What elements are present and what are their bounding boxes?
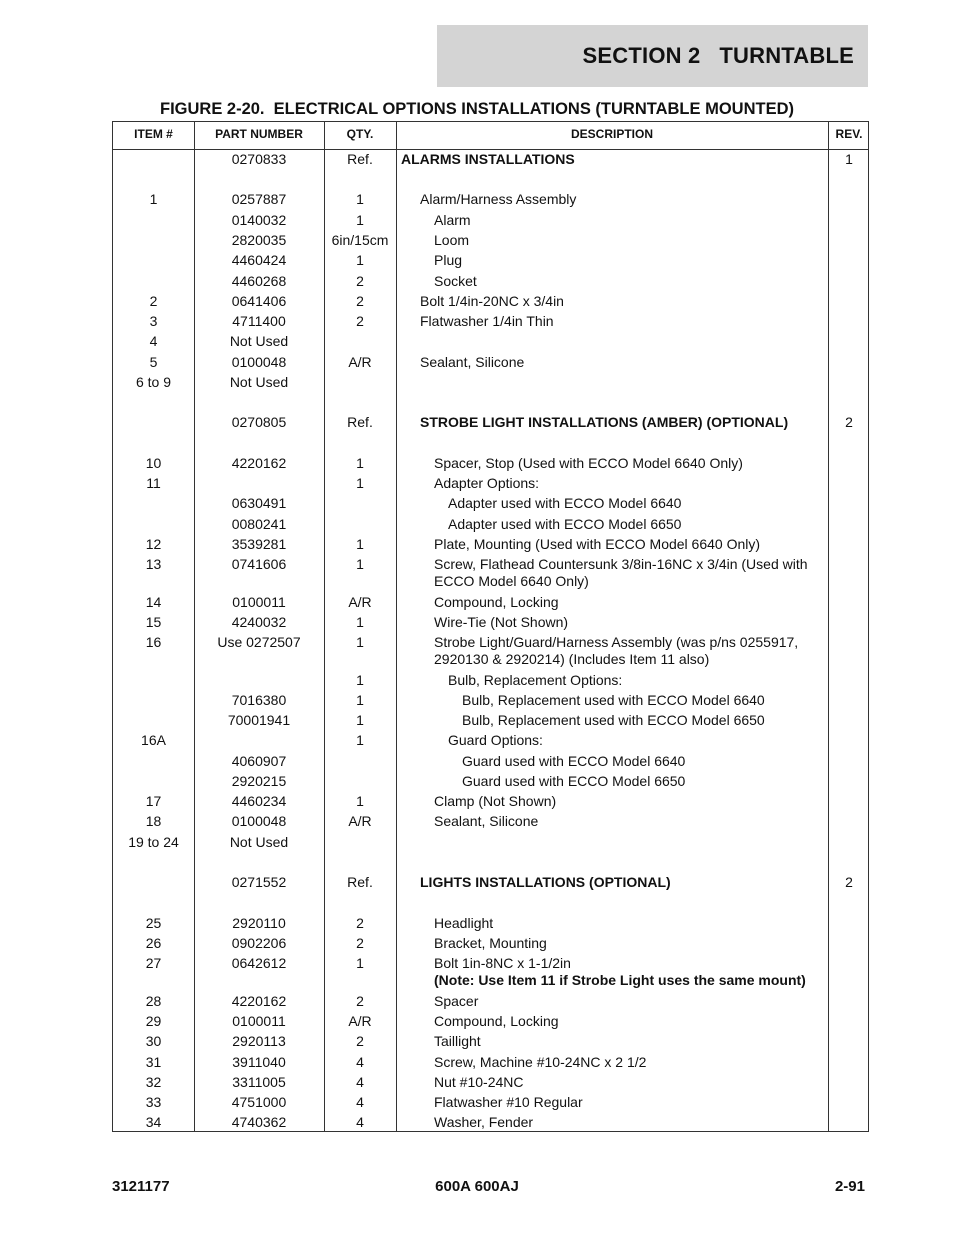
description-cell xyxy=(396,1094,864,1111)
description-cell xyxy=(396,252,864,269)
description-cell xyxy=(396,475,864,492)
description-text: Loom xyxy=(434,232,470,248)
part-number-cell: 2820035 xyxy=(231,232,287,248)
qty-cell: 1 xyxy=(356,692,364,708)
description-text: Plate, Mounting (Used with ECCO Model 6640 Only) xyxy=(434,536,761,552)
header-divider xyxy=(113,149,868,150)
part-number-cell: 4751000 xyxy=(231,1094,287,1110)
description-cell xyxy=(396,672,878,689)
description-cell xyxy=(396,732,878,749)
item-number-cell: 25 xyxy=(145,915,162,931)
qty-cell: 4 xyxy=(356,1094,364,1110)
item-number-cell: 18 xyxy=(145,813,162,829)
description-text: Bulb, Replacement Options: xyxy=(448,672,623,688)
item-number-cell: 2 xyxy=(149,293,158,309)
qty-cell: A/R xyxy=(348,354,372,370)
qty-cell: 1 xyxy=(356,793,364,809)
description-cell xyxy=(396,614,864,631)
item-number-cell: 30 xyxy=(145,1033,162,1049)
description-text: Plug xyxy=(434,252,463,268)
description-cell xyxy=(396,634,864,668)
qty-cell: 2 xyxy=(356,293,364,309)
part-number-cell: 4060907 xyxy=(231,753,287,769)
item-number-cell: 13 xyxy=(145,556,162,572)
revision-cell: 2 xyxy=(845,874,853,890)
description-cell xyxy=(396,1033,864,1050)
description-text: Sealant, Silicone xyxy=(420,354,525,370)
item-number-cell: 32 xyxy=(145,1074,162,1090)
item-number-cell: 14 xyxy=(145,594,162,610)
description-cell xyxy=(396,414,850,431)
qty-cell: 1 xyxy=(356,191,364,207)
description-text: Taillight xyxy=(434,1033,481,1049)
description-text: Bolt 1/4in-20NC x 3/4in xyxy=(420,293,564,309)
revision-cell: 1 xyxy=(845,151,853,167)
description-cell xyxy=(396,935,864,952)
part-number-cell: 2920113 xyxy=(232,1033,286,1049)
part-number-cell: 0741606 xyxy=(231,556,287,572)
description-cell xyxy=(396,151,831,168)
item-number-cell: 10 xyxy=(145,455,162,471)
item-number-cell: 4 xyxy=(149,333,158,349)
column-header-qty: QTY. xyxy=(346,127,374,141)
qty-cell: 1 xyxy=(356,712,364,728)
description-cell xyxy=(396,536,864,553)
item-number-cell: 26 xyxy=(145,935,162,951)
qty-cell: 1 xyxy=(356,614,364,630)
qty-cell: Ref. xyxy=(347,874,373,890)
description-text: Spacer xyxy=(434,993,479,1009)
description-text: Spacer, Stop (Used with ECCO Model 6640 Only) xyxy=(434,455,743,471)
description-text: Bolt 1in-8NC x 1-1/2in xyxy=(434,955,571,971)
column-header-rev: REV. xyxy=(835,127,863,141)
part-number-cell: 3311005 xyxy=(232,1074,286,1090)
description-cell xyxy=(396,1114,864,1131)
part-number-cell: 0271552 xyxy=(231,874,287,890)
revision-cell: 2 xyxy=(845,414,853,430)
item-number-cell: 34 xyxy=(145,1114,162,1130)
item-number-cell: 3 xyxy=(149,313,158,329)
qty-cell: A/R xyxy=(348,1013,372,1029)
item-number-cell: 28 xyxy=(145,993,162,1009)
description-cell xyxy=(396,594,864,611)
description-cell xyxy=(396,191,850,208)
description-cell xyxy=(396,232,864,249)
part-number-cell: 0100048 xyxy=(231,813,287,829)
description-text: LIGHTS INSTALLATIONS (OPTIONAL) xyxy=(420,874,671,890)
part-number-cell: 0902206 xyxy=(231,935,287,951)
description-cell xyxy=(396,354,850,371)
description-cell xyxy=(396,955,864,989)
item-number-cell: 15 xyxy=(145,614,162,630)
item-number-cell: 16A xyxy=(141,732,166,748)
description-cell xyxy=(396,1074,864,1091)
description-text: Adapter used with ECCO Model 6640 xyxy=(448,495,682,511)
part-number-cell: 4460268 xyxy=(231,273,287,289)
part-number-cell: 7016380 xyxy=(231,692,287,708)
description-text: Guard used with ECCO Model 6650 xyxy=(462,773,686,789)
part-number-cell: 0630491 xyxy=(231,495,287,511)
part-number-cell: 0270805 xyxy=(231,414,287,430)
description-text: Sealant, Silicone xyxy=(434,813,539,829)
description-text: Clamp (Not Shown) xyxy=(434,793,557,809)
qty-cell: 4 xyxy=(356,1074,364,1090)
qty-cell: 1 xyxy=(356,475,364,491)
description-text: Guard Options: xyxy=(448,732,543,748)
description-text: Nut #10-24NC xyxy=(434,1074,524,1090)
part-number-cell: 2920215 xyxy=(231,773,287,789)
item-number-cell: 5 xyxy=(149,354,158,370)
qty-cell: 6in/15cm xyxy=(331,232,389,248)
qty-cell: A/R xyxy=(348,813,372,829)
description-text: Flatwasher 1/4in Thin xyxy=(420,313,554,329)
description-text: Guard used with ECCO Model 6640 xyxy=(462,753,686,769)
qty-cell: 1 xyxy=(356,455,364,471)
description-text: Bracket, Mounting xyxy=(434,935,547,951)
part-number-cell: 70001941 xyxy=(227,712,291,728)
description-cell xyxy=(396,793,864,810)
part-number-cell: 0641406 xyxy=(231,293,287,309)
description-text: Bulb, Replacement used with ECCO Model 6640 xyxy=(462,692,765,708)
description-cell xyxy=(396,313,850,330)
part-number-cell: Not Used xyxy=(229,333,289,349)
description-text: Adapter used with ECCO Model 6650 xyxy=(448,516,682,532)
qty-cell: 2 xyxy=(356,1033,364,1049)
item-number-cell: 27 xyxy=(145,955,162,971)
qty-cell: Ref. xyxy=(347,414,373,430)
part-number-cell: Use 0272507 xyxy=(217,634,301,650)
item-number-cell: 11 xyxy=(146,475,161,491)
parts-table xyxy=(112,121,869,1132)
description-cell xyxy=(396,556,864,590)
description-text: Alarm/Harness Assembly xyxy=(420,191,577,207)
part-number-cell: 0270833 xyxy=(231,151,287,167)
description-text: Adapter Options: xyxy=(434,475,540,491)
item-number-cell: 19 to 24 xyxy=(128,834,179,850)
description-cell xyxy=(396,915,864,932)
part-number-cell: 3911040 xyxy=(232,1054,286,1070)
description-cell xyxy=(396,1013,864,1030)
description-text: Screw, Flathead Countersunk 3/8in-16NC x 3/4in (Used with xyxy=(434,556,808,572)
column-header-part-number: PART NUMBER xyxy=(215,127,303,141)
footer-page-number: 2-91 xyxy=(834,1178,865,1195)
footer-doc-number: 3121177 xyxy=(112,1178,170,1195)
qty-cell: Ref. xyxy=(347,151,373,167)
qty-cell: 1 xyxy=(356,955,364,971)
description-text: Socket xyxy=(434,273,477,289)
part-number-cell: 4460424 xyxy=(231,252,287,268)
description-cell xyxy=(396,516,878,533)
description-cell xyxy=(396,874,850,891)
description-text: Washer, Fender xyxy=(434,1114,534,1130)
item-number-cell: 6 to 9 xyxy=(135,374,172,390)
qty-cell: 1 xyxy=(356,672,364,688)
description-text: Headlight xyxy=(434,915,494,931)
part-number-cell: 0080241 xyxy=(231,516,287,532)
description-cell xyxy=(396,993,864,1010)
item-number-cell: 33 xyxy=(145,1094,162,1110)
qty-cell: 4 xyxy=(356,1054,364,1070)
item-number-cell: 31 xyxy=(145,1054,162,1070)
item-number-cell: 17 xyxy=(145,793,162,809)
description-text: Flatwasher #10 Regular xyxy=(434,1094,583,1110)
description-text-continued: 2920130 & 2920214) (Includes Item 11 also) xyxy=(434,651,710,667)
qty-cell: 2 xyxy=(356,313,364,329)
description-text-continued: ECCO Model 6640 Only) xyxy=(434,573,589,589)
qty-cell: 2 xyxy=(356,993,364,1009)
part-number-cell: 4740362 xyxy=(231,1114,287,1130)
description-text: ALARMS INSTALLATIONS xyxy=(401,151,575,167)
description-cell xyxy=(396,293,850,310)
part-number-cell: 0100011 xyxy=(232,594,286,610)
description-text-continued: (Note: Use Item 11 if Strobe Light uses the same mount) xyxy=(434,972,806,988)
part-number-cell: 4220162 xyxy=(231,455,287,471)
description-cell xyxy=(396,773,892,790)
part-number-cell: 0140032 xyxy=(231,212,287,228)
description-cell xyxy=(396,273,864,290)
part-number-cell: Not Used xyxy=(229,374,289,390)
item-number-cell: 1 xyxy=(149,191,158,207)
part-number-cell: 4240032 xyxy=(231,614,287,630)
description-text: STROBE LIGHT INSTALLATIONS (AMBER) (OPTIONAL) xyxy=(420,414,789,430)
column-header-item: ITEM # xyxy=(134,127,173,141)
part-number-cell: 3539281 xyxy=(231,536,287,552)
part-number-cell: 0642612 xyxy=(231,955,287,971)
part-number-cell: Not Used xyxy=(229,834,289,850)
qty-cell: 1 xyxy=(356,634,364,650)
column-header-description: DESCRIPTION xyxy=(570,127,653,141)
description-text: Strobe Light/Guard/Harness Assembly (was p/ns 0255917, xyxy=(434,634,799,650)
item-number-cell: 16 xyxy=(145,634,162,650)
description-text: Screw, Machine #10-24NC x 2 1/2 xyxy=(434,1054,647,1070)
qty-cell: 2 xyxy=(356,915,364,931)
qty-cell: 2 xyxy=(356,273,364,289)
part-number-cell: 4460234 xyxy=(231,793,287,809)
qty-cell: 1 xyxy=(356,732,364,748)
part-number-cell: 4711400 xyxy=(232,313,286,329)
description-text: Alarm xyxy=(434,212,471,228)
item-number-cell: 29 xyxy=(145,1013,162,1029)
footer-model: 600A 600AJ xyxy=(435,1178,519,1195)
qty-cell: A/R xyxy=(348,594,372,610)
qty-cell: 1 xyxy=(356,252,364,268)
description-cell xyxy=(396,455,864,472)
item-number-cell: 12 xyxy=(145,536,162,552)
description-cell xyxy=(396,212,864,229)
qty-cell: 1 xyxy=(356,536,364,552)
description-cell xyxy=(396,692,892,709)
description-cell xyxy=(396,813,864,830)
description-text: Compound, Locking xyxy=(434,594,559,610)
part-number-cell: 0100048 xyxy=(231,354,287,370)
section-header xyxy=(437,25,868,87)
qty-cell: 2 xyxy=(356,935,364,951)
part-number-cell: 4220162 xyxy=(231,993,287,1009)
qty-cell: 1 xyxy=(356,556,364,572)
description-cell xyxy=(396,495,878,512)
part-number-cell: 0100011 xyxy=(232,1013,286,1029)
qty-cell: 1 xyxy=(356,212,364,228)
description-cell xyxy=(396,753,892,770)
qty-cell: 4 xyxy=(356,1114,364,1130)
section-title: SECTION 2 TURNTABLE xyxy=(582,43,854,68)
description-cell xyxy=(396,712,892,729)
description-cell xyxy=(396,1054,864,1071)
description-text: Compound, Locking xyxy=(434,1013,559,1029)
part-number-cell: 0257887 xyxy=(231,191,287,207)
part-number-cell: 2920110 xyxy=(232,915,286,931)
description-text: Bulb, Replacement used with ECCO Model 6650 xyxy=(462,712,765,728)
figure-title: FIGURE 2-20. ELECTRICAL OPTIONS INSTALLATIONS (TURNTABLE MOUNTED) xyxy=(159,100,795,118)
description-text: Wire-Tie (Not Shown) xyxy=(434,614,569,630)
